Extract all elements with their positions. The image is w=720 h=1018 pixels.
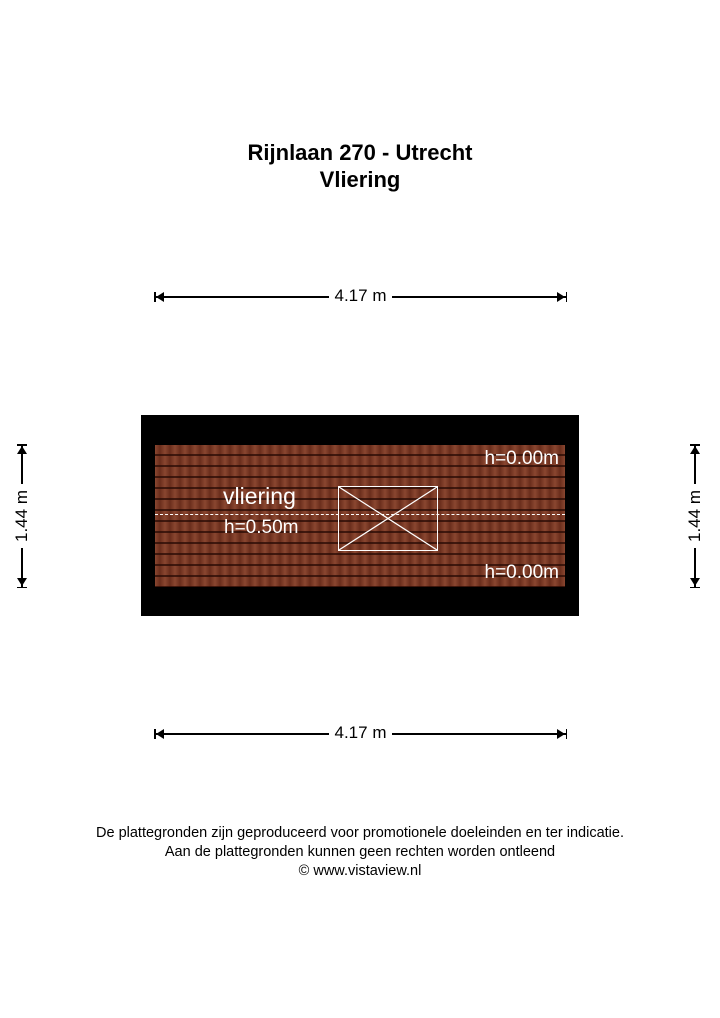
- hatch-cross: [339, 487, 437, 550]
- right-height-dimension: [685, 444, 704, 588]
- arrow-up-icon: [690, 446, 700, 454]
- edge-height-top-label: h=0.00m: [484, 448, 559, 469]
- roof-hatch-icon: [338, 486, 438, 551]
- dimension-tick-bottom: [690, 587, 700, 589]
- dimension-tick-bottom: [17, 587, 27, 589]
- page-title: Rijnlaan 270 - Utrecht: [247, 140, 473, 165]
- left-height-dimension: [12, 444, 31, 588]
- floorplan: [141, 415, 579, 616]
- roof-tiles: [155, 445, 565, 587]
- arrow-down-icon: [17, 578, 27, 586]
- edge-height-bottom-label: h=0.00m: [484, 562, 559, 583]
- arrow-up-icon: [17, 446, 27, 454]
- dimension-tick-right: [566, 729, 568, 739]
- top-width-dimension: [154, 286, 567, 305]
- bottom-width-dimension: [154, 723, 567, 742]
- arrow-left-icon: [156, 292, 164, 302]
- room-height-label: h=0.50m: [224, 517, 299, 538]
- disclaimer-line-2: Aan de plattegronden kunnen geen rechten worden ontleend: [164, 844, 556, 860]
- dimension-tick-right: [566, 292, 568, 302]
- disclaimer-line-1: De plattegronden zijn geproduceerd voor promotionele doeleinden en ter indicatie.: [96, 825, 624, 841]
- top-width-label: 4.17 m: [329, 286, 393, 306]
- arrow-left-icon: [156, 729, 164, 739]
- arrow-right-icon: [557, 729, 565, 739]
- arrow-down-icon: [690, 578, 700, 586]
- right-height-label: 1.44 m: [685, 484, 705, 548]
- arrow-right-icon: [557, 292, 565, 302]
- copyright-line: © www.vistaview.nl: [298, 863, 422, 879]
- room-name-label: vliering: [223, 483, 296, 509]
- floor-subtitle: Vliering: [319, 167, 401, 192]
- left-height-label: 1.44 m: [12, 484, 32, 548]
- bottom-width-label: 4.17 m: [329, 723, 393, 743]
